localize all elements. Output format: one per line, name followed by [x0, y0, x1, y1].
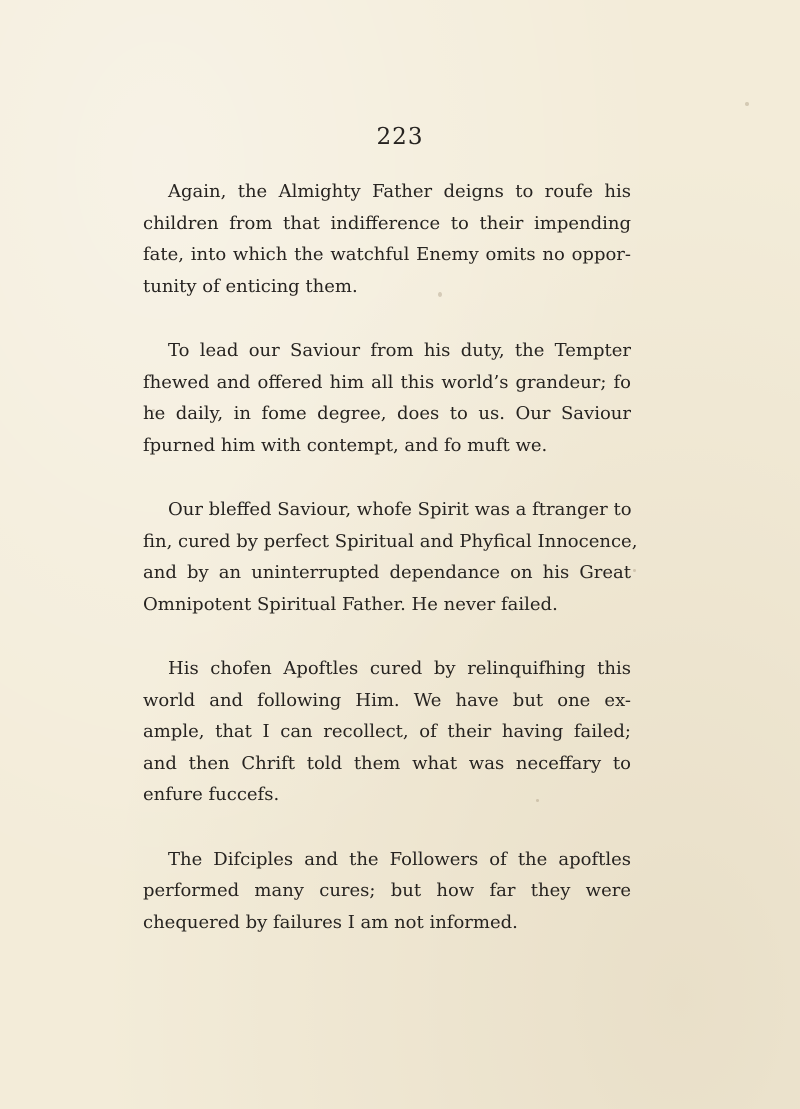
paragraph-4 [143, 653, 631, 811]
paragraph-line: and by an uninterrupted dependance on his Great [143, 562, 631, 583]
paragraph-line: fpurned him with contempt, and fo muft we. [143, 434, 548, 456]
paragraph-line: chequered by failures I am not informed. [143, 911, 518, 933]
paragraph-line: His chofen Apoftles cured by relinquifhing this [168, 658, 631, 679]
paper-speck [152, 409, 155, 412]
paragraph-line: To lead our Saviour from his duty, the Tempter [168, 340, 631, 361]
paragraph-5 [143, 844, 631, 939]
paragraph-line: performed many cures; but how far they were [143, 880, 631, 901]
paragraph-line: Again, the Almighty Father deigns to roufe his [168, 181, 631, 202]
paragraph-line: fin, cured by perfect Spiritual and Phyfical Innocence, [143, 530, 638, 552]
paper-speck [745, 102, 749, 106]
paragraph-line: enfure fuccefs. [143, 784, 280, 805]
paragraph-2 [143, 335, 631, 461]
paragraph-line: Omnipotent Spiritual Father. He never failed. [143, 593, 558, 615]
paper-speck [536, 799, 539, 802]
paper-speck [438, 292, 442, 297]
paragraph-line: ample, that I can recollect, of their having failed; [143, 721, 631, 742]
paragraph-line: fate, into which the watchful Enemy omits no oppor- [143, 244, 631, 265]
paragraph-1 [143, 176, 631, 302]
page-number: 223 [376, 124, 424, 150]
body-text [143, 176, 638, 971]
paragraph-line: and then Chrift told them what was neceffary to [143, 752, 631, 774]
paragraph-line: he daily, in fome degree, does to us. Our Saviour [143, 403, 631, 424]
paragraph-line: fhewed and offered him all this world’s grandeur; fo [143, 371, 631, 393]
paragraph-line: The Difciples and the Followers of the apoftles [168, 848, 631, 870]
paragraph-line: Our bleffed Saviour, whofe Spirit was a ftranger to [168, 499, 632, 520]
paragraph-3 [143, 494, 638, 620]
paragraph-line: children from that indifference to their impending [143, 212, 631, 234]
paragraph-line: world and following Him. We have but one ex- [143, 689, 631, 711]
paragraph-line: tunity of enticing them. [143, 275, 358, 297]
paper-speck [633, 569, 636, 572]
